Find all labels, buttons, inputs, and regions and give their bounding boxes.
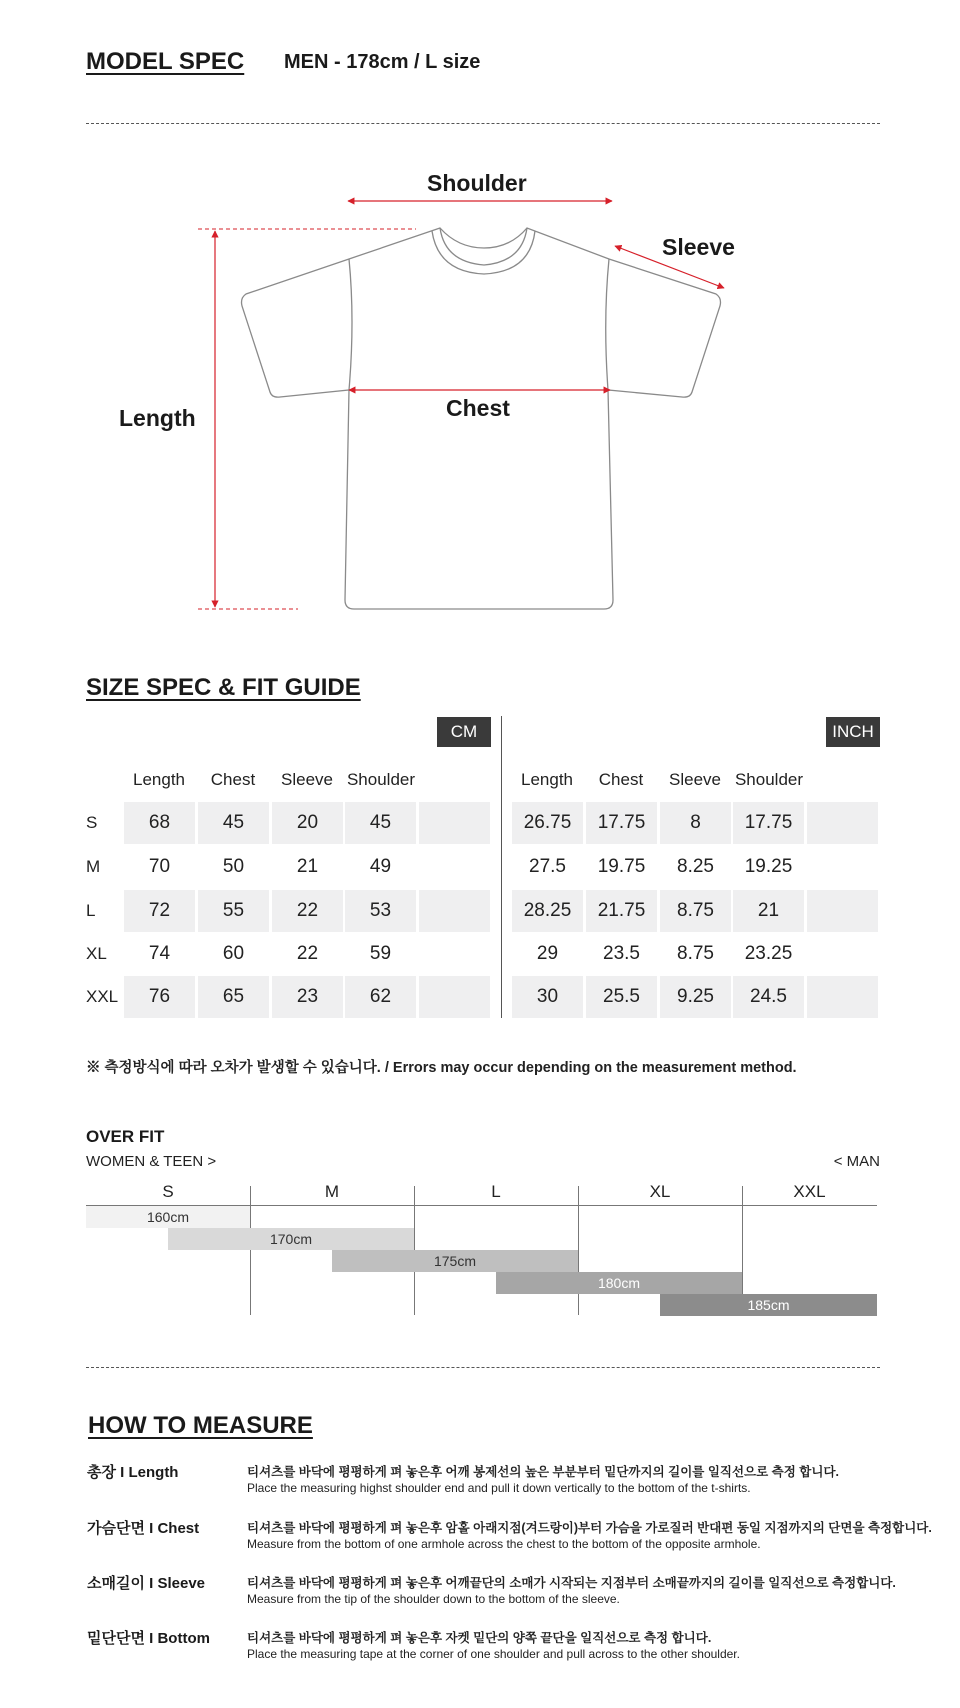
inch-cell <box>807 976 878 1018</box>
size-spec-title: SIZE SPEC & FIT GUIDE <box>86 674 361 701</box>
inch-cell: 27.5 <box>529 856 566 877</box>
fit-guide-title: OVER FIT <box>86 1127 165 1146</box>
inch-cell: 25.5 <box>586 976 657 1018</box>
measure-desc-en: Measure from the tip of the shoulder down to the bottom of the sleeve. <box>247 1592 620 1606</box>
inch-cell: 19.25 <box>744 856 793 877</box>
length-label: Length <box>119 405 196 431</box>
cm-cell: 74 <box>148 943 171 964</box>
inch-cell: 24.5 <box>733 976 804 1018</box>
cm-col-length: Length <box>133 770 185 789</box>
cm-cell: 22 <box>296 943 319 964</box>
measure-desc-ko: 티셔츠를 바닥에 평평하게 펴 놓은후 어깨 봉제선의 높은 부분부터 밑단까지의 길이를 일직선으로 측정 합니다. <box>247 1465 839 1479</box>
fit-bar-1: 160cm <box>86 1206 250 1228</box>
inch-cell: 8 <box>660 802 731 844</box>
inch-col-chest: Chest <box>598 770 644 789</box>
inch-cell: 21.75 <box>586 890 657 932</box>
inch-cell: 26.75 <box>512 802 583 844</box>
fit-bar-2: 170cm <box>168 1228 414 1250</box>
cm-cell: 50 <box>222 856 245 877</box>
inch-col-length: Length <box>521 770 573 789</box>
inch-cell <box>807 890 878 932</box>
cm-cell <box>419 933 490 975</box>
inch-cell: 28.25 <box>512 890 583 932</box>
measure-desc-ko: 티셔츠를 바닥에 평평하게 펴 놓은후 어깨끝단의 소매가 시작되는 지점부터 소매끝까지의 길이를 일직선으로 측정합니다. <box>247 1576 896 1590</box>
cm-cell: 22 <box>272 890 343 932</box>
size-label-m: M <box>86 857 101 876</box>
fit-size-l: L <box>491 1182 501 1201</box>
measure-label: 소매길이 I Sleeve <box>87 1575 206 1592</box>
inch-col-sleeve: Sleeve <box>669 770 721 789</box>
inch-cell: 8.75 <box>660 890 731 932</box>
model-spec-title: MODEL SPEC <box>86 48 245 75</box>
cm-cell: 62 <box>345 976 416 1018</box>
cm-cell: 60 <box>222 943 245 964</box>
cm-cell: 59 <box>369 943 392 964</box>
cm-col-shoulder: Shoulder <box>346 770 416 789</box>
cm-cell: 53 <box>345 890 416 932</box>
measure-label: 총장 I Length <box>87 1464 179 1481</box>
cm-cell: 68 <box>124 802 195 844</box>
cm-col-chest: Chest <box>210 770 256 789</box>
fit-bar-3: 175cm <box>332 1250 578 1272</box>
cm-cell: 49 <box>369 856 392 877</box>
inch-cell: 23.5 <box>603 943 640 964</box>
inch-badge: INCH <box>826 717 880 747</box>
fit-bar-4: 180cm <box>496 1272 742 1294</box>
inch-cell: 9.25 <box>660 976 731 1018</box>
cm-cell: 70 <box>148 856 171 877</box>
inch-cell <box>807 933 878 975</box>
fit-right-label: < MAN <box>833 1153 880 1170</box>
inch-cell: 19.75 <box>597 856 646 877</box>
cm-cell: 45 <box>198 802 269 844</box>
fit-divider <box>578 1186 579 1315</box>
cm-cell: 20 <box>272 802 343 844</box>
size-label-s: S <box>86 813 98 832</box>
cm-cell: 72 <box>124 890 195 932</box>
cm-badge: CM <box>437 717 491 747</box>
fit-size-m: M <box>324 1182 340 1201</box>
cm-cell <box>419 976 490 1018</box>
size-label-xl: XL <box>86 944 107 963</box>
measure-desc-ko: 티셔츠를 바닥에 평평하게 펴 놓은후 자켓 밑단의 양쪽 끝단을 일직선으로 측정 합니다. <box>247 1631 712 1645</box>
model-spec-value: MEN - 178cm / L size <box>284 51 481 73</box>
measurement-note: ※ 측정방식에 따라 오차가 발생할 수 있습니다. / Errors may occur depending on the measurement method. <box>86 1060 797 1076</box>
inch-cell: 8.25 <box>677 856 714 877</box>
divider-bottom <box>86 1367 880 1368</box>
inch-cell <box>807 802 878 844</box>
inch-cell: 23.25 <box>744 943 793 964</box>
cm-cell: 55 <box>198 890 269 932</box>
chest-label: Chest <box>446 395 510 421</box>
cm-cell <box>419 890 490 932</box>
cm-cell: 76 <box>124 976 195 1018</box>
fit-size-xxl: XXL <box>793 1182 826 1201</box>
table-divider <box>501 716 502 1018</box>
cm-cell <box>419 802 490 844</box>
measure-desc-en: Place the measuring highst shoulder end and pull it down vertically to the bottom of the t-shirts. <box>247 1481 751 1495</box>
fit-bar-5: 185cm <box>660 1294 877 1316</box>
measure-desc-en: Place the measuring tape at the corner of one shoulder and pull across to the other shoulder. <box>247 1647 740 1661</box>
cm-col-sleeve: Sleeve <box>281 770 333 789</box>
cm-cell <box>419 846 490 888</box>
fit-divider <box>250 1186 251 1315</box>
measure-label: 밑단단면 I Bottom <box>87 1630 210 1647</box>
fit-size-xl: XL <box>649 1182 671 1201</box>
measure-label: 가슴단면 I Chest <box>87 1520 200 1537</box>
inch-cell: 8.75 <box>677 943 714 964</box>
cm-cell: 45 <box>345 802 416 844</box>
inch-col-shoulder: Shoulder <box>734 770 804 789</box>
how-to-measure-title: HOW TO MEASURE <box>88 1412 313 1439</box>
cm-cell: 23 <box>272 976 343 1018</box>
cm-cell: 21 <box>296 856 319 877</box>
inch-cell: 30 <box>512 976 583 1018</box>
cm-cell: 65 <box>198 976 269 1018</box>
size-label-xxl: XXL <box>86 987 119 1006</box>
measure-desc-en: Measure from the bottom of one armhole across the chest to the bottom of the opposite armhole. <box>247 1537 761 1551</box>
size-label-l: L <box>86 901 96 920</box>
fit-size-s: S <box>162 1182 174 1201</box>
inch-cell: 29 <box>536 943 559 964</box>
fit-left-label: WOMEN & TEEN > <box>86 1153 217 1170</box>
inch-cell: 17.75 <box>733 802 804 844</box>
inch-cell: 21 <box>733 890 804 932</box>
sleeve-label: Sleeve <box>662 234 735 260</box>
inch-cell: 17.75 <box>586 802 657 844</box>
measure-desc-ko: 티셔츠를 바닥에 평평하게 펴 놓은후 암홀 아래지점(겨드랑이)부터 가슴을 가로질러 반대편 동일 지점까지의 단면을 측정합니다. <box>247 1521 932 1535</box>
tshirt-diagram <box>0 0 960 640</box>
inch-cell <box>807 846 878 888</box>
shoulder-label: Shoulder <box>427 170 527 196</box>
